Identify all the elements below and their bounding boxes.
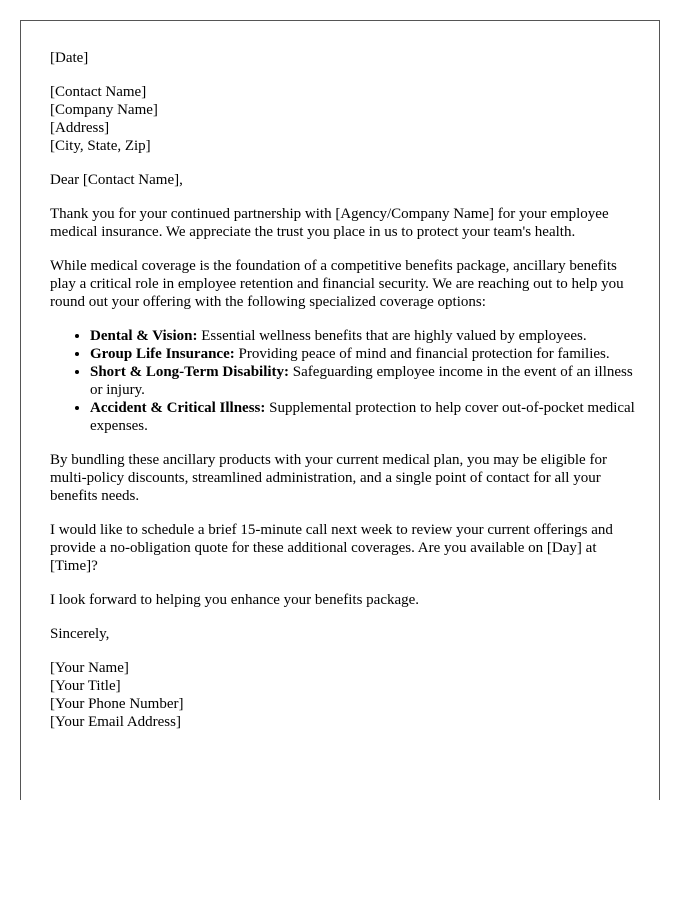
benefit-title: Short & Long-Term Disability: [90, 364, 290, 380]
benefit-description: Safeguarding employee income in the event of an illness or injury. [90, 364, 633, 398]
letter-page [20, 20, 660, 800]
letter-content [50, 49, 642, 731]
paragraph-ancillary: While medical coverage is the foundation of a competitive benefits package, ancillary benefits play a critical role in employee retention and financial security. We are reaching out to help you round out your offering with the following specialized coverage options: [50, 258, 624, 310]
paragraph-bundling: By bundling these ancillary products with your current medical plan, you may be eligible for multi-policy discounts, streamlined administration, and a single point of contact for all your benefits needs. [50, 452, 607, 504]
letter-date: [Date] [50, 50, 89, 66]
benefit-item [90, 363, 642, 399]
signature-phone: [Your Phone Number] [50, 696, 184, 712]
benefit-title: Dental & Vision: [90, 328, 198, 344]
recipient-contact-name: [Contact Name] [50, 84, 147, 100]
signature-title: [Your Title] [50, 678, 121, 694]
recipient-address-block [50, 83, 642, 155]
recipient-address: [Address] [50, 120, 110, 136]
signature-block [50, 659, 642, 731]
benefit-description: Supplemental protection to help cover out-of-pocket medical expenses. [90, 400, 635, 434]
benefit-description: Providing peace of mind and financial protection for families. [234, 346, 610, 362]
benefit-item [90, 399, 642, 435]
benefit-description: Essential wellness benefits that are highly valued by employees. [197, 328, 587, 344]
benefit-title: Accident & Critical Illness: [90, 400, 266, 416]
recipient-company-name: [Company Name] [50, 102, 158, 118]
signature-email: [Your Email Address] [50, 714, 181, 730]
paragraph-closing-remark: I look forward to helping you enhance your benefits package. [50, 592, 420, 608]
benefits-list [50, 327, 642, 435]
recipient-city-state-zip: [City, State, Zip] [50, 138, 151, 154]
salutation: Dear [Contact Name], [50, 172, 183, 188]
paragraph-intro: Thank you for your continued partnership with [Agency/Company Name] for your employee medical insurance. We appreciate the trust you place in us to protect your team's health. [50, 206, 609, 240]
benefit-item [90, 345, 642, 363]
benefit-item [90, 327, 642, 345]
paragraph-schedule-call: I would like to schedule a brief 15-minute call next week to review your current offerings and provide a no-obligation quote for these additional coverages. Are you available on [Day] at [Time]? [50, 522, 613, 574]
closing: Sincerely, [50, 626, 110, 642]
benefit-title: Group Life Insurance: [90, 346, 235, 362]
signature-name: [Your Name] [50, 660, 129, 676]
